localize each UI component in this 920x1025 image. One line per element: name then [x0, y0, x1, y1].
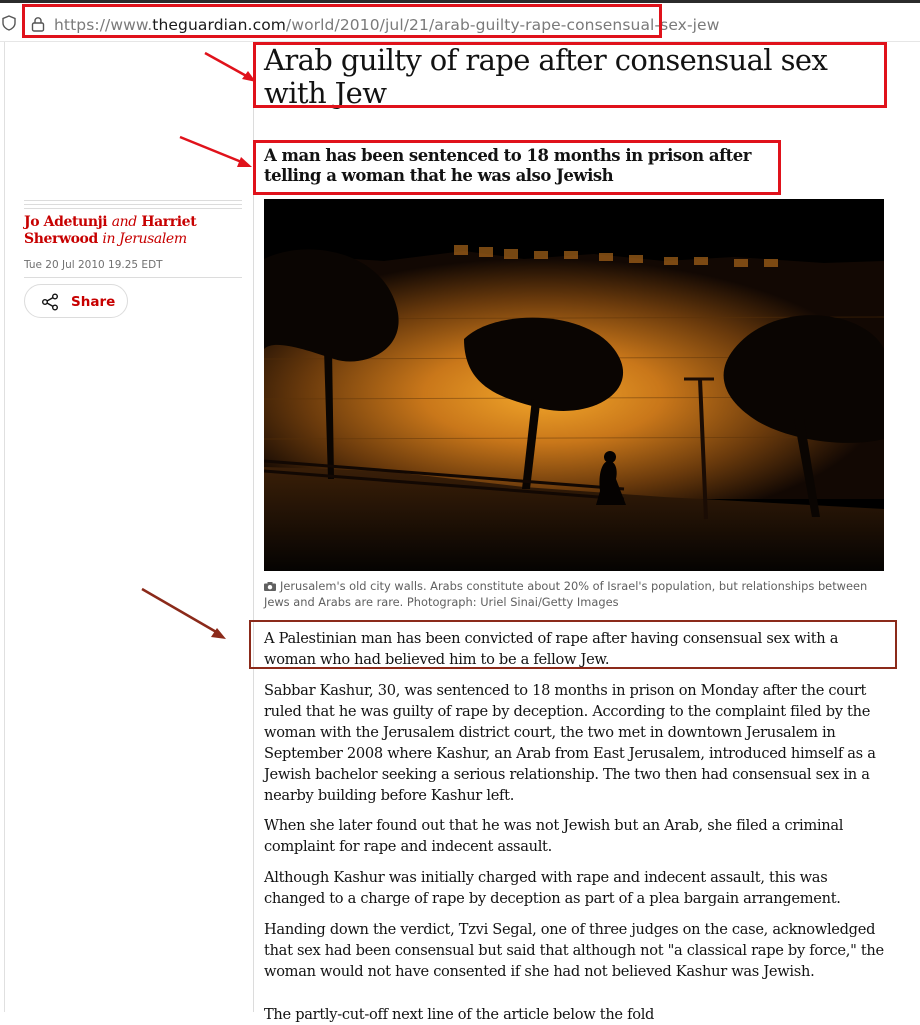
annotation-arrow-lede: [138, 585, 230, 645]
annotation-box-url: [22, 4, 662, 38]
byline: [24, 214, 239, 248]
article-paragraph: Sabbar Kashur, 30, was sentenced to 18 months in prison on Monday after the court ruled that he was guilty of rape by deception. According to the complaint filed by the woman with the Jerusalem district court, the two met in downtown Jerusalem in September 2008 where Kashur, an Arab from East Jerusalem, introduced himself as a Jewish bachelor seeking a serious relationship. The two then had consensual sex in a nearby building before Kashur left.: [264, 682, 876, 804]
url-domain: theguardian.com: [152, 16, 286, 34]
annotation-box-headline: [253, 42, 887, 108]
annotation-arrow-standfirst: [176, 132, 256, 172]
shield-icon[interactable]: [2, 15, 16, 31]
article-headline: Arab guilty of rape after consensual sex with Jew: [264, 43, 828, 110]
article-paragraph: Handing down the verdict, Tzvi Segal, one of three judges on the case, acknowledged that sex had been consensual but said that although not "a classical rape by force," the woman would not have consented if she had not believed Kashur was Jewish.: [264, 921, 884, 980]
share-label: Share: [71, 294, 116, 310]
article-paragraph: When she later found out that he was not Jewish but an Arab, she filed a criminal complaint for rape and indecent assault.: [264, 817, 844, 855]
image-caption: [264, 578, 884, 610]
share-button[interactable]: [24, 284, 128, 318]
article-paragraph: Although Kashur was initially charged with rape and indecent assault, this was changed to a charge of rape by deception as part of a plea bargain arrangement.: [264, 869, 841, 907]
annotation-box-lede: [249, 620, 897, 669]
author-link-1[interactable]: Jo Adetunji: [24, 214, 108, 230]
url-path: /world/2010/jul/21/arab-guilty-rape-consensual-sex-jew: [286, 16, 720, 34]
article-standfirst: A man has been sentenced to 18 months in prison after telling a woman that he was also Jewish: [264, 146, 751, 185]
author-link-2[interactable]: Harriet Sherwood: [24, 214, 197, 247]
url-prefix: https://www.: [54, 16, 153, 34]
jerusalem-wall-night-photo: [264, 199, 884, 571]
publish-date: Tue 20 Jul 2010 19.25 EDT: [24, 259, 163, 271]
annotation-arrow-headline: [200, 48, 260, 88]
meta-top-rules: [24, 200, 242, 212]
meta-divider: [24, 277, 242, 278]
article-photo[interactable]: [264, 199, 884, 571]
article-paragraph-cutoff: The partly-cut-off next line of the article below the fold: [264, 1006, 655, 1023]
annotation-box-standfirst: [253, 140, 781, 195]
article-lede-paragraph: A Palestinian man has been convicted of rape after having consensual sex with a woman who had believed him to be a fellow Jew.: [264, 630, 839, 668]
caption-text: Jerusalem's old city walls. Arabs constitute about 20% of Israel's population, but relationships between Jews and Arabs are rare. Photograph: Uriel Sinai/Getty Images: [264, 579, 868, 609]
byline-location: in Jerusalem: [102, 231, 187, 247]
share-icon: [41, 293, 59, 311]
camera-icon: [264, 582, 276, 591]
page-left-border: [4, 42, 5, 1012]
byline-and: and: [111, 214, 137, 230]
